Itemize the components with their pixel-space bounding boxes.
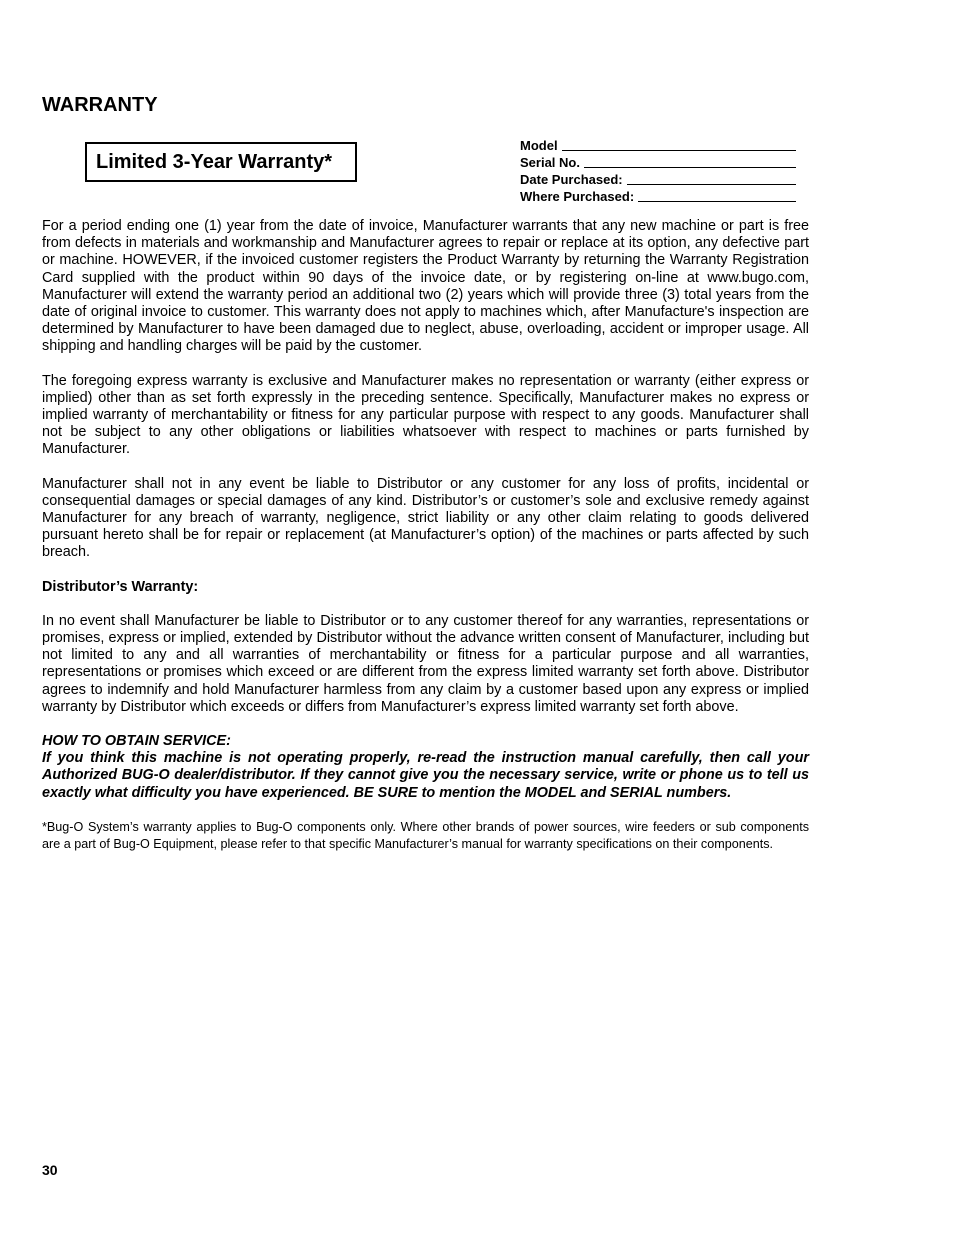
page-number: 30 xyxy=(42,1162,58,1178)
service-section xyxy=(42,733,809,802)
warranty-title: Limited 3-Year Warranty* xyxy=(96,150,333,173)
service-heading: HOW TO OBTAIN SERVICE: xyxy=(42,733,231,750)
distributor-warranty-paragraph: In no event shall Manufacturer be liable to Distributor or to any customer thereof for any warranties, representations or promises, express or implied, extended by Distributor without the advance written consent of Manufacturer, including but not limited to any and all warranties of merchantability or fitness for a particular purpose and all warranties, representations or promises which exceed or are different from the express limited warranty set forth above. Distributor agrees to indemnify and hold Manufacturer harmless from any claim by a customer based upon any express or implied warranty by Distributor which exceeds or differs from Manufacturer’s express limited warranty set forth above. xyxy=(42,612,809,715)
model-label: Model xyxy=(520,138,558,153)
record-row-date xyxy=(520,170,796,187)
where-purchased-blank-line xyxy=(638,190,796,202)
warranty-paragraph-3: Manufacturer shall not in any event be liable to Distributor or any customer for any loss of profits, incidental or consequential damages or special damages of any kind. Distributor’s or customer’s sole and exclusive remedy against Manufacturer for any breach of warranty, negligence, strict liability or any other claim relating to goods delivered pursuant hereto shall be for repair or replacement (at Manufacturer’s option) of the machines or parts affected by such breach. xyxy=(42,475,809,561)
serial-label: Serial No. xyxy=(520,155,580,170)
warranty-paragraph-1: For a period ending one (1) year from the date of invoice, Manufacturer warrants that any new machine or part is free from defects in materials and workmanship and Manufacturer agrees to repair or replace at its option, any defective part or machine. HOWEVER, if the invoiced customer registers the Product Warranty by returning the Warranty Registration Card supplied with the product within 90 days of the invoice date, or by registering on-line at www.bugo.com, Manufacturer will extend the warranty period an additional two (2) years which will provide three (3) total years from the date of original invoice to customer. This warranty does not apply to machines which, after Manufacture's inspection are determined by Manufacturer to have been damaged due to neglect, abuse, overloading, accident or improper usage. All shipping and handling charges will be paid by the customer. xyxy=(42,218,809,355)
date-purchased-label: Date Purchased: xyxy=(520,172,623,187)
record-row-model xyxy=(520,136,796,153)
warranty-title-box xyxy=(85,142,357,182)
where-purchased-label: Where Purchased: xyxy=(520,189,635,204)
page-heading: WARRANTY xyxy=(42,94,158,116)
footnote: *Bug-O System’s warranty applies to Bug-O components only. Where other brands of power sources, wire feeders or sub components are a part of Bug-O Equipment, please refer to that specific Manufacturer’s manual for warranty specifications on their components. xyxy=(42,819,809,852)
record-row-serial xyxy=(520,153,796,170)
distributor-warranty-heading: Distributor’s Warranty: xyxy=(42,578,199,595)
record-row-where xyxy=(520,187,796,204)
model-blank-line xyxy=(562,139,796,151)
warranty-body xyxy=(42,218,809,870)
date-purchased-blank-line xyxy=(627,173,796,185)
purchase-record-form xyxy=(520,136,796,204)
serial-blank-line xyxy=(584,156,796,168)
service-text: If you think this machine is not operating properly, re-read the instruction manual carefully, then call your Authorized BUG-O dealer/distributor. If they cannot give you the necessary service, write or phone us to tell us exactly what difficulty you have experienced. BE SURE to mention the MODEL and SERIAL numbers. xyxy=(42,750,809,801)
warranty-paragraph-2: The foregoing express warranty is exclusive and Manufacturer makes no representation or warranty (either express or implied) other than as set forth expressly in the preceding sentence. Specifically, Manufacturer makes no express or implied warranty of merchantability or fitness for any particular purpose with respect to any goods. Manufacturer shall not be subject to any other obligations or liabilities whatsoever with respect to machines or parts furnished by Manufacturer. xyxy=(42,372,809,458)
